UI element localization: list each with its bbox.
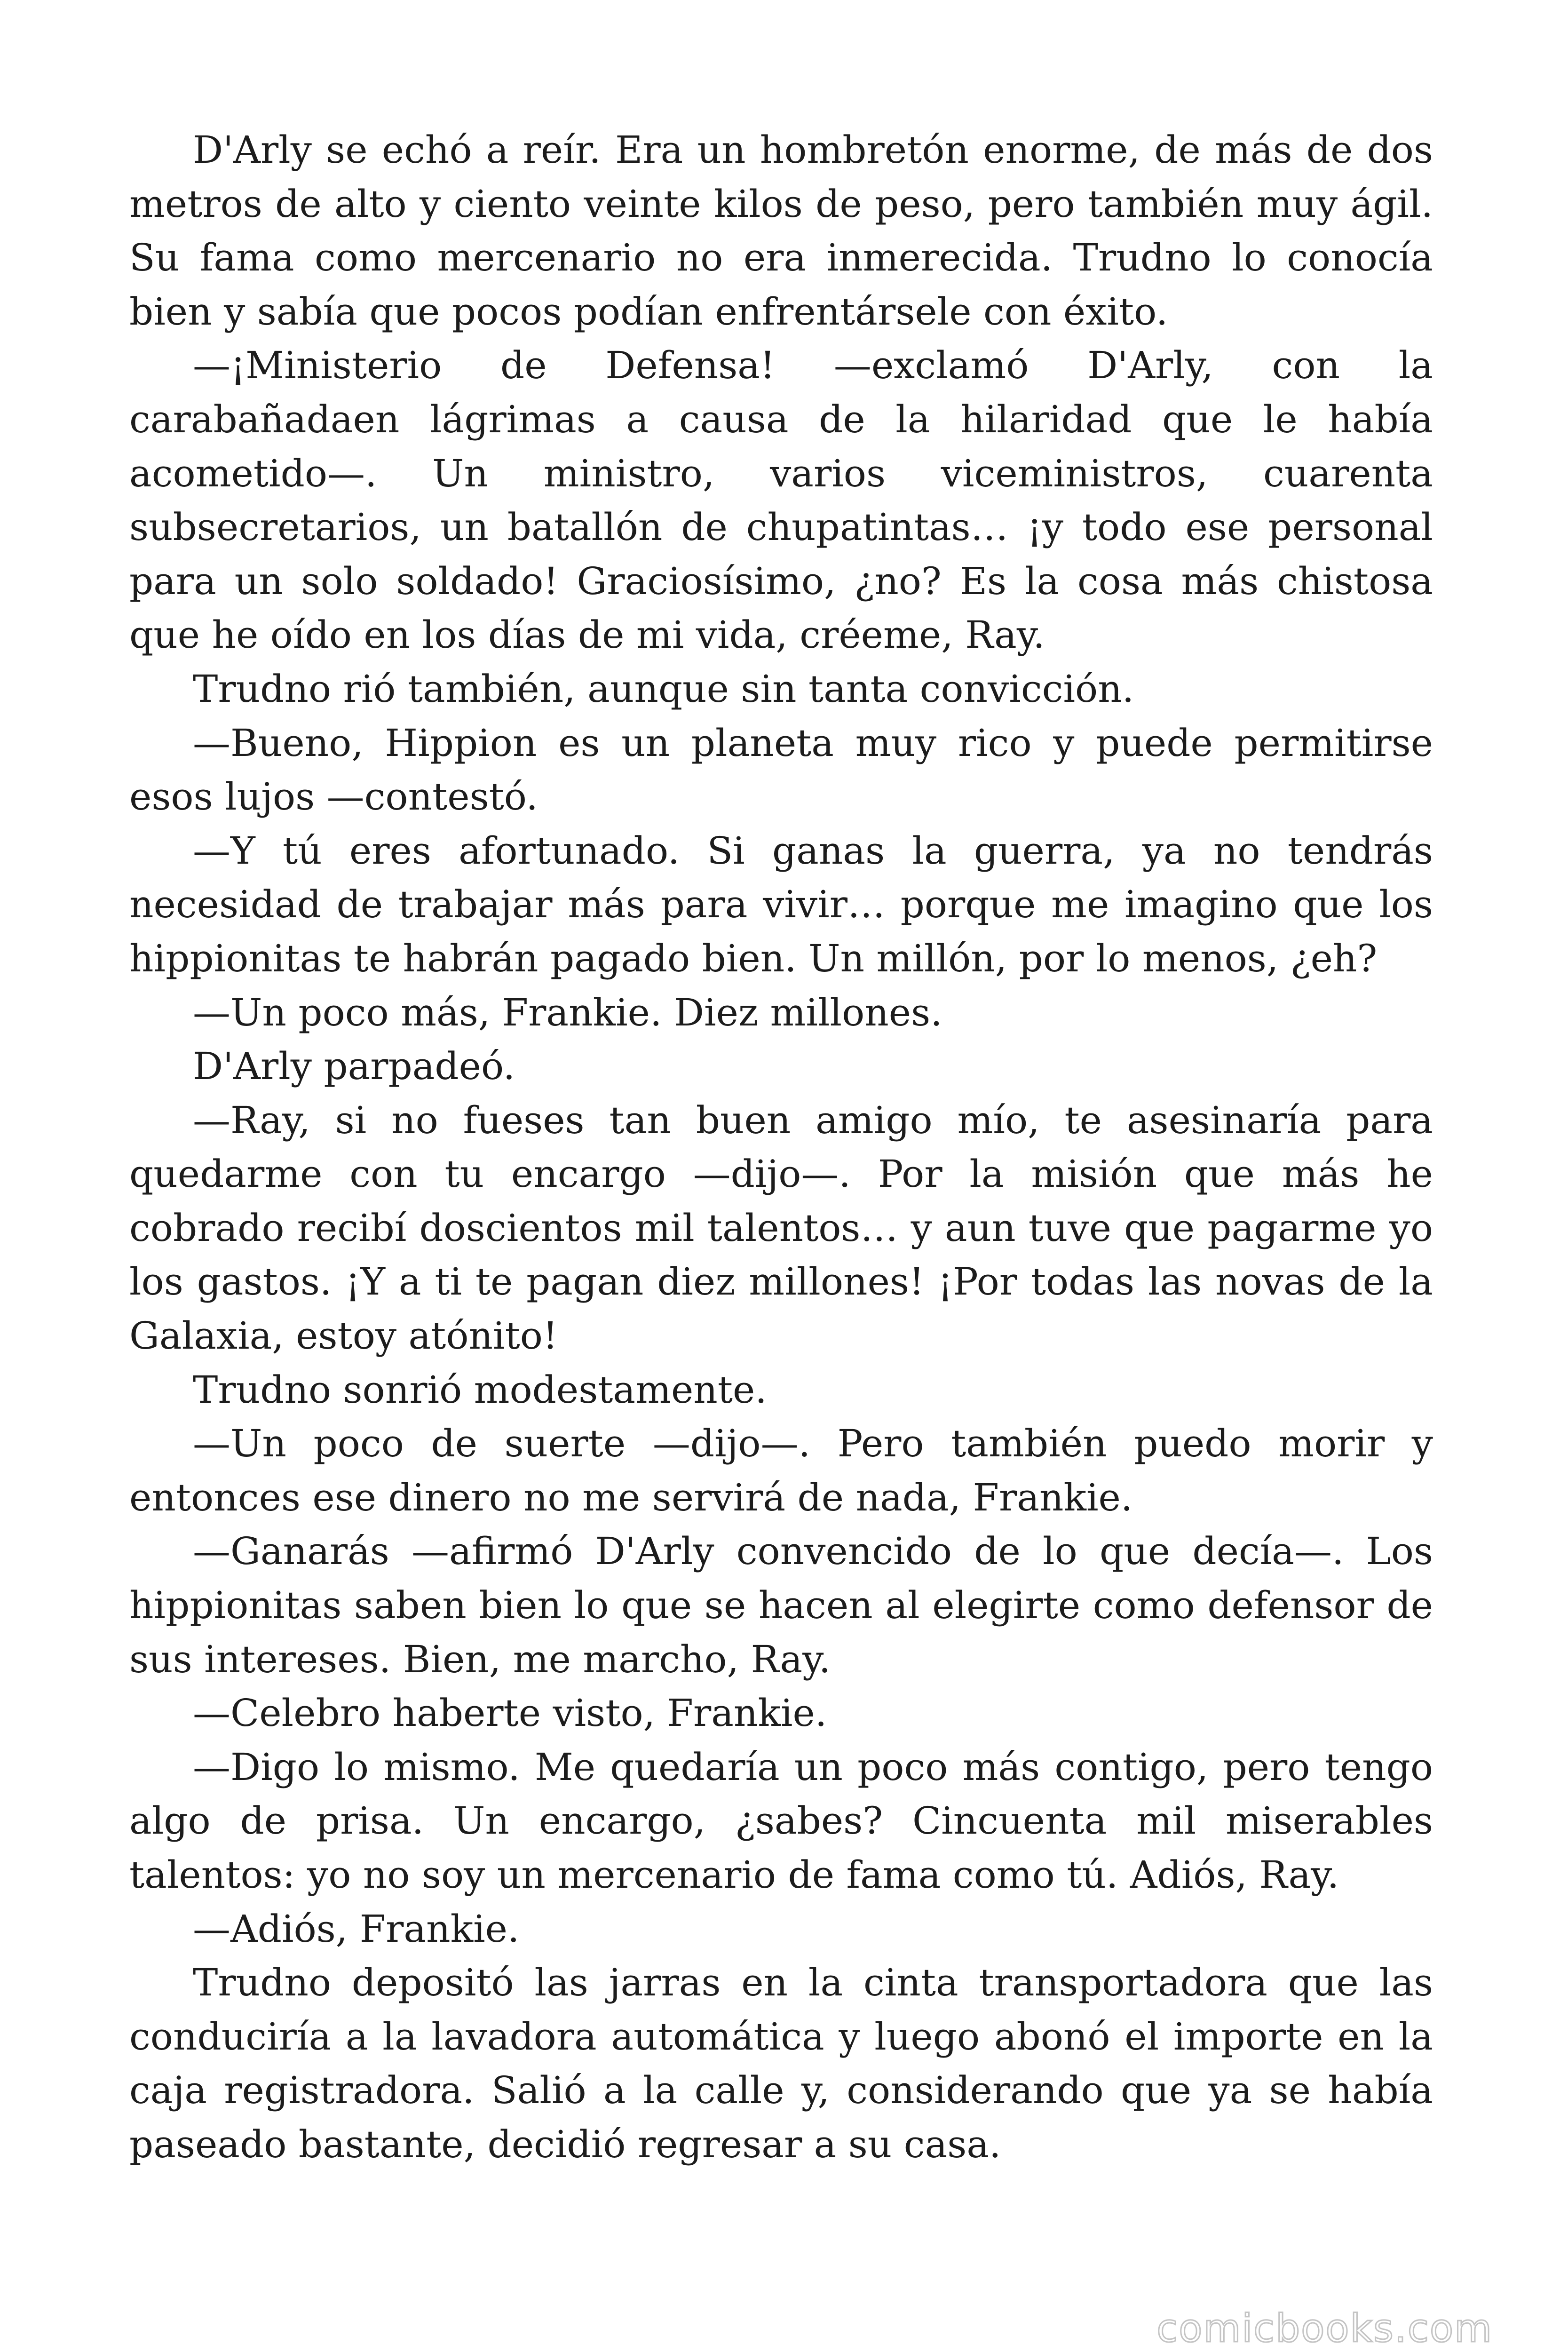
paragraph: —Adiós, Frankie. xyxy=(193,1907,520,1951)
paragraph: D'Arly parpadeó. xyxy=(193,1044,515,1089)
paragraph: Trudno sonrió modestamente. xyxy=(193,1367,767,1412)
paragraph: —Un poco más, Frankie. Diez millones. xyxy=(193,990,942,1034)
paragraph: Trudno depositó las jarras en la cinta transportadora que las conduciría a la lavadora automática y luego abonó el importe en la caja registradora. Salió a la calle y, considerando que ya se había paseado bastante, decidió regresar a su casa. xyxy=(129,1961,1433,2166)
paragraph: Trudno rió también, aunque sin tanta convicción. xyxy=(193,667,1134,711)
paragraph: —Y tú eres afortunado. Si ganas la guerra, ya no tendrás necesidad de trabajar más para vivir… porque me imagino que los hippionitas te habrán pagado bien. Un millón, por lo menos, ¿eh? xyxy=(129,828,1433,980)
paragraph: —¡Ministerio de Defensa! —exclamó D'Arly, con la carabañadaen lágrimas a causa de la hilaridad que le había acometido—. Un ministro, varios viceministros, cuarenta subsecretarios, un batallón de chupatintas… ¡y todo ese personal para un solo soldado! Graciosísimo, ¿no? Es la cosa más chistosa que he oído en los días de mi vida, créeme, Ray. xyxy=(129,343,1433,657)
watermark: comicbooks.com xyxy=(1156,2306,1493,2351)
paragraph: —Digo lo mismo. Me quedaría un poco más contigo, pero tengo algo de prisa. Un encargo, ¿sabes? Cincuenta mil miserables talentos: yo no soy un mercenario de fama como tú. Adiós, Ray. xyxy=(129,1745,1433,1897)
paragraph: —Ray, si no fueses tan buen amigo mío, te asesinaría para quedarme con tu encargo —dijo—. Por la misión que más he cobrado recibí doscientos mil talentos… y aun tuve que pagarme yo los gastos. ¡Y a ti te pagan diez millones! ¡Por todas las novas de la Galaxia, estoy atónito! xyxy=(129,1098,1433,1358)
paragraph: —Celebro haberte visto, Frankie. xyxy=(193,1691,827,1735)
paragraph: —Ganarás —afirmó D'Arly convencido de lo que decía—. Los hippionitas saben bien lo que se hacen al elegirte como defensor de sus intereses. Bien, me marcho, Ray. xyxy=(129,1529,1433,1681)
body-text xyxy=(129,123,1433,2172)
paragraph: D'Arly se echó a reír. Era un hombretón enorme, de más de dos metros de alto y ciento veinte kilos de peso, pero también muy ágil. Su fama como mercenario no era inmerecida. Trudno lo conocía bien y sabía que pocos podían enfrentársele con éxito. xyxy=(129,128,1433,334)
paragraph: —Bueno, Hippion es un planeta muy rico y puede permitirse esos lujos —contestó. xyxy=(129,721,1433,819)
paragraph: —Un poco de suerte —dijo—. Pero también puedo morir y entonces ese dinero no me servirá de nada, Frankie. xyxy=(129,1422,1433,1519)
